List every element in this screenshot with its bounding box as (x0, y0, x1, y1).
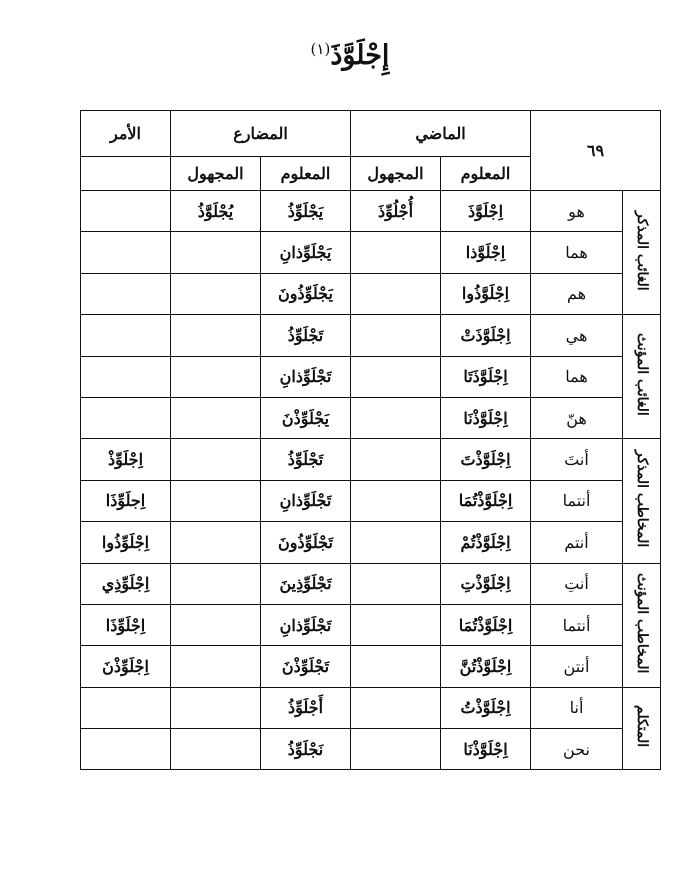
cell-pronoun: أنتن (531, 646, 623, 687)
cell-present-active: تَجْلَوِّذُ (261, 315, 351, 356)
cell-present-active: نَجْلَوِّذُ (261, 729, 351, 770)
table-row (81, 729, 661, 770)
cell-imperative: اِجلَوِّذَا (81, 480, 171, 521)
header-past-active: المعلوم (441, 157, 531, 191)
cell-past-passive (351, 356, 441, 397)
table-row (81, 563, 661, 604)
title-verb: إِجْلَوَّذَ (330, 40, 390, 71)
group-label (623, 439, 661, 563)
cell-pronoun: هم (531, 273, 623, 314)
table-row (81, 522, 661, 563)
cell-imperative (81, 397, 171, 438)
cell-present-active: يَجْلَوِّذُ (261, 191, 351, 232)
cell-present-passive (171, 232, 261, 273)
cell-past-active: اِجْلَوَّذْتَ (441, 439, 531, 480)
group-label (623, 191, 661, 315)
header-imperative: الأمر (81, 111, 171, 157)
cell-present-passive (171, 439, 261, 480)
cell-past-passive (351, 480, 441, 521)
cell-past-passive (351, 522, 441, 563)
cell-imperative (81, 232, 171, 273)
cell-imperative (81, 356, 171, 397)
title-footnote-marker: (١) (310, 40, 331, 58)
group-label-text: الغائب المذكر (634, 210, 651, 291)
cell-past-passive (351, 232, 441, 273)
cell-present-active: يَجْلَوِّذُونَ (261, 273, 351, 314)
cell-past-active: اِجْلَوَّذُوا (441, 273, 531, 314)
cell-imperative (81, 315, 171, 356)
cell-pronoun: هنّ (531, 397, 623, 438)
cell-pronoun: أنتما (531, 604, 623, 645)
table-row (81, 604, 661, 645)
cell-imperative (81, 191, 171, 232)
cell-imperative: اِجْلَوِّذَا (81, 604, 171, 645)
cell-pronoun: هما (531, 232, 623, 273)
table-row (81, 687, 661, 728)
cell-past-passive (351, 397, 441, 438)
header-present-active: المعلوم (261, 157, 351, 191)
cell-past-active: اِجْلَوَّذْتُ (441, 687, 531, 728)
cell-pronoun: أنتِ (531, 563, 623, 604)
cell-present-active: تَجْلَوِّذُونَ (261, 522, 351, 563)
cell-pronoun: أنا (531, 687, 623, 728)
header-past: الماضي (351, 111, 531, 157)
page-title (0, 40, 700, 71)
cell-past-active: اِجْلَوَّذْتُمْ (441, 522, 531, 563)
group-label (623, 315, 661, 439)
cell-present-active: يَجْلَوِّذْنَ (261, 397, 351, 438)
table-row (81, 232, 661, 273)
cell-past-active: اِجْلَوَّذَتَا (441, 356, 531, 397)
cell-pronoun: هو (531, 191, 623, 232)
cell-past-active: اِجْلَوَّذْنَا (441, 729, 531, 770)
group-label-text: المخاطب المؤنث (634, 572, 651, 674)
cell-present-active: تَجْلَوِّذِينَ (261, 563, 351, 604)
cell-past-active: اِجْلَوَّذَ (441, 191, 531, 232)
group-label (623, 687, 661, 770)
group-label-text: الغائب المؤنث (634, 333, 651, 417)
cell-past-active: اِجْلَوَّذْنَا (441, 397, 531, 438)
cell-present-passive (171, 522, 261, 563)
cell-pronoun: هي (531, 315, 623, 356)
cell-past-active: اِجْلَوَّذْتُمَا (441, 604, 531, 645)
cell-present-passive (171, 687, 261, 728)
cell-imperative: اِجْلَوِّذُوا (81, 522, 171, 563)
cell-past-active: اِجْلَوَّذْتِ (441, 563, 531, 604)
cell-past-passive (351, 273, 441, 314)
cell-pronoun: أنتَ (531, 439, 623, 480)
table-row (81, 315, 661, 356)
table-row (81, 273, 661, 314)
cell-pronoun: أنتما (531, 480, 623, 521)
group-label-text: المتكلم (634, 705, 651, 748)
table-row (81, 191, 661, 232)
cell-present-active: تَجْلَوِّذانِ (261, 604, 351, 645)
cell-past-passive (351, 646, 441, 687)
cell-present-passive (171, 356, 261, 397)
cell-imperative (81, 273, 171, 314)
table-row (81, 397, 661, 438)
cell-present-passive (171, 604, 261, 645)
cell-imperative: اِجْلَوِّذْ (81, 439, 171, 480)
cell-past-active: اِجْلَوَّذْتُمَا (441, 480, 531, 521)
cell-past-passive (351, 687, 441, 728)
cell-present-active: يَجْلَوِّذانِ (261, 232, 351, 273)
cell-present-active: تَجْلَوِّذْنَ (261, 646, 351, 687)
table-row (81, 356, 661, 397)
table-row (81, 480, 661, 521)
cell-present-active: تَجْلَوِّذانِ (261, 356, 351, 397)
table-number: ٦٩ (531, 111, 661, 191)
cell-present-active: أَجْلَوِّذُ (261, 687, 351, 728)
cell-past-passive (351, 439, 441, 480)
cell-present-passive (171, 480, 261, 521)
conjugation-table (80, 110, 661, 770)
cell-imperative (81, 687, 171, 728)
cell-present-passive (171, 315, 261, 356)
cell-past-passive (351, 563, 441, 604)
cell-past-passive (351, 729, 441, 770)
cell-present-passive (171, 563, 261, 604)
cell-past-active: اِجْلَوَّذَتْ (441, 315, 531, 356)
cell-past-passive (351, 315, 441, 356)
table-row (81, 439, 661, 480)
cell-pronoun: هما (531, 356, 623, 397)
cell-past-passive: أُجْلُوِّذَ (351, 191, 441, 232)
cell-imperative (81, 729, 171, 770)
cell-present-passive (171, 397, 261, 438)
cell-past-active: اِجْلَوَّذْتُنَّ (441, 646, 531, 687)
cell-imperative: اِجْلَوِّذِي (81, 563, 171, 604)
header-present-passive: المجهول (171, 157, 261, 191)
cell-pronoun: نحن (531, 729, 623, 770)
cell-imperative: اِجْلَوِّذْنَ (81, 646, 171, 687)
cell-past-passive (351, 604, 441, 645)
header-imperative-empty (81, 157, 171, 191)
cell-present-passive (171, 646, 261, 687)
cell-present-passive (171, 729, 261, 770)
cell-past-active: اِجْلَوَّذا (441, 232, 531, 273)
cell-present-passive (171, 273, 261, 314)
header-present: المضارع (171, 111, 351, 157)
cell-pronoun: أنتم (531, 522, 623, 563)
header-past-passive: المجهول (351, 157, 441, 191)
table-row (81, 646, 661, 687)
group-label-text: المخاطب المذكر (634, 450, 651, 548)
cell-present-active: تَجْلَوِّذُ (261, 439, 351, 480)
cell-present-passive: يُجْلَوَّذُ (171, 191, 261, 232)
group-label (623, 563, 661, 687)
cell-present-active: تَجْلَوِّذانِ (261, 480, 351, 521)
